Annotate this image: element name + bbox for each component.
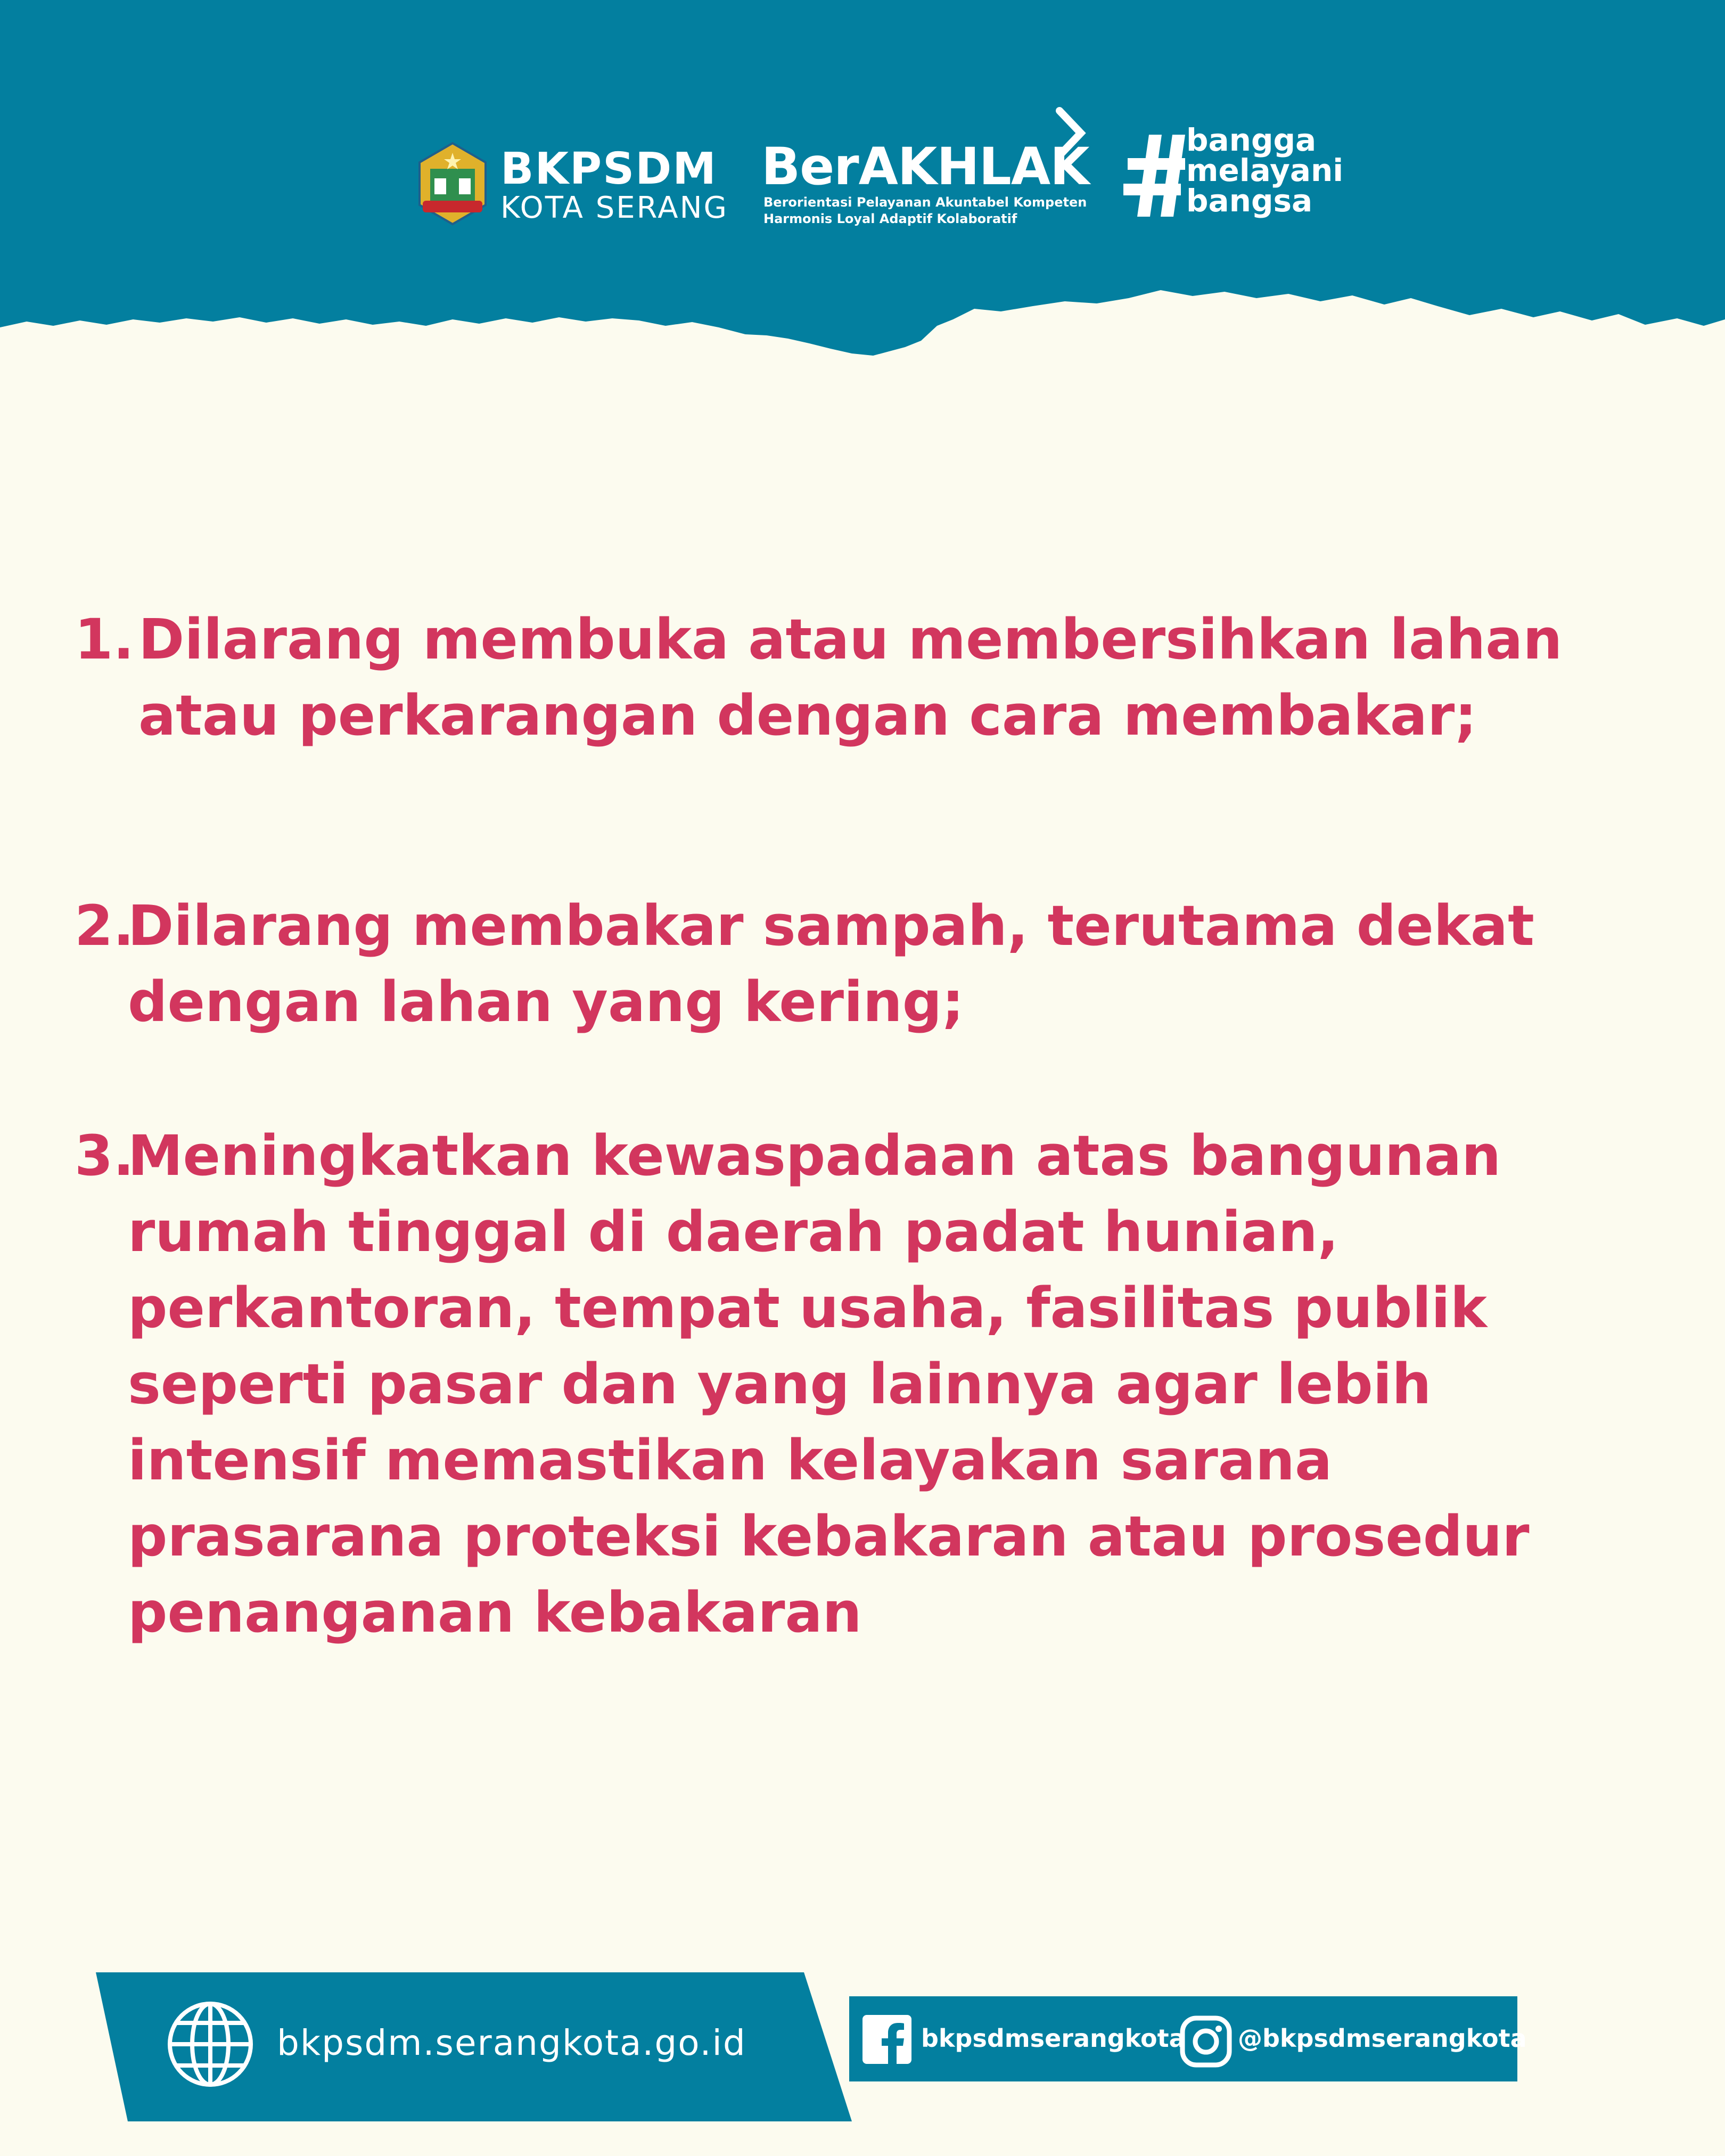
list-number: 1. [75, 607, 134, 672]
instagram-icon[interactable] [1179, 2015, 1233, 2068]
bkpsdm-subtitle: KOTA SERANG [500, 191, 728, 225]
list-text: Dilarang membuka atau membersihkan lahan atau perkarangan dengan cara membakar; [138, 607, 1563, 748]
hashtag-line2: melayani [1186, 152, 1344, 188]
kota-serang-emblem-icon [415, 141, 490, 226]
bkpsdm-title: BKPSDM [500, 144, 717, 194]
facebook-icon[interactable] [862, 2015, 911, 2064]
bangga-melayani-bangsa-logo [1123, 122, 1347, 232]
facebook-handle[interactable]: bkpsdmserangkota [921, 2024, 1186, 2053]
globe-icon [165, 1999, 256, 2089]
hashtag-line1: bangga [1186, 122, 1317, 158]
bkpsdm-logo [415, 136, 735, 232]
list-number: 3. [75, 1123, 134, 1188]
chevron-right-icon [1049, 106, 1097, 165]
list-text: Dilarang membakar sampah, terutama dekat dengan lahan yang kering; [128, 893, 1534, 1034]
berakhlak-logo [761, 106, 1091, 234]
berakhlak-tagline [763, 194, 1087, 227]
berakhlak-title: BerAKHLAK [761, 137, 1089, 196]
hashtag-text [1186, 122, 1344, 219]
hashtag-line3: bangsa [1186, 182, 1313, 219]
berakhlak-tagline-line1: Berorientasi Pelayanan Akuntabel Kompeten [763, 195, 1087, 210]
hashtag-icon [1123, 130, 1187, 221]
website-link[interactable]: bkpsdm.serangkota.go.id [277, 2022, 746, 2063]
instagram-handle[interactable]: @bkpsdmserangkota [1238, 2024, 1527, 2053]
berakhlak-tagline-line2: Harmonis Loyal Adaptif Kolaboratif [763, 211, 1017, 227]
list-number: 2. [75, 893, 134, 958]
list-text: Meningkatkan kewaspadaan atas bangunan rumah tinggal di daerah padat hunian, perkantoran, tempat usaha, fasilitas publik seperti pasar dan yang lainnya agar lebih intensif memastikan kelayakan sarana prasarana proteksi kebakaran atau prosedur penanganan kebakaran [128, 1123, 1530, 1645]
